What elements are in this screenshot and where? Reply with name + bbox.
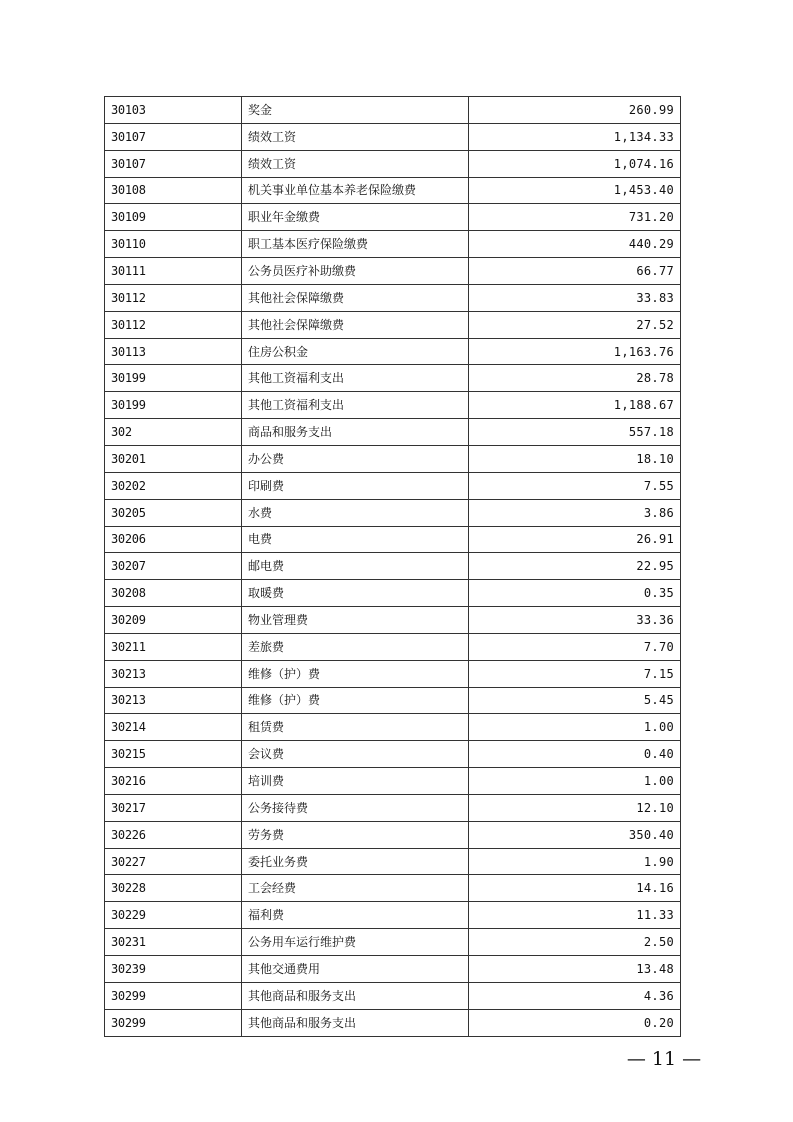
item-amount-cell: 14.16 — [469, 875, 681, 902]
table-row — [105, 123, 681, 150]
item-name-cell: 劳务费 — [242, 821, 469, 848]
item-name-cell: 福利费 — [242, 902, 469, 929]
item-code-cell: 30112 — [105, 311, 242, 338]
item-name-cell: 培训费 — [242, 768, 469, 795]
item-name-cell: 维修（护）费 — [242, 660, 469, 687]
table-row — [105, 580, 681, 607]
item-name-cell: 绩效工资 — [242, 123, 469, 150]
item-name-cell: 租赁费 — [242, 714, 469, 741]
item-amount-cell: 0.20 — [469, 1009, 681, 1036]
item-amount-cell: 7.55 — [469, 472, 681, 499]
item-code-cell: 30207 — [105, 553, 242, 580]
table-row — [105, 97, 681, 124]
item-amount-cell: 18.10 — [469, 445, 681, 472]
item-code-cell: 30206 — [105, 526, 242, 553]
item-amount-cell: 440.29 — [469, 231, 681, 258]
item-amount-cell: 28.78 — [469, 365, 681, 392]
table-row — [105, 1009, 681, 1036]
item-amount-cell: 22.95 — [469, 553, 681, 580]
item-amount-cell: 0.40 — [469, 741, 681, 768]
budget-table-body — [105, 97, 681, 1037]
item-code-cell: 30205 — [105, 499, 242, 526]
table-row — [105, 821, 681, 848]
item-code-cell: 30217 — [105, 794, 242, 821]
table-row — [105, 902, 681, 929]
table-row — [105, 284, 681, 311]
item-code-cell: 30209 — [105, 607, 242, 634]
item-name-cell: 电费 — [242, 526, 469, 553]
item-amount-cell: 260.99 — [469, 97, 681, 124]
page-number: — 11 — — [626, 1048, 702, 1070]
item-name-cell: 其他商品和服务支出 — [242, 1009, 469, 1036]
table-row — [105, 768, 681, 795]
item-name-cell: 商品和服务支出 — [242, 419, 469, 446]
item-code-cell: 30201 — [105, 445, 242, 472]
table-row — [105, 204, 681, 231]
item-amount-cell: 12.10 — [469, 794, 681, 821]
item-code-cell: 30213 — [105, 687, 242, 714]
item-code-cell: 30208 — [105, 580, 242, 607]
table-row — [105, 526, 681, 553]
item-code-cell: 30299 — [105, 1009, 242, 1036]
item-name-cell: 住房公积金 — [242, 338, 469, 365]
item-name-cell: 公务员医疗补助缴费 — [242, 258, 469, 285]
item-name-cell: 其他工资福利支出 — [242, 365, 469, 392]
item-code-cell: 30226 — [105, 821, 242, 848]
item-amount-cell: 1,134.33 — [469, 123, 681, 150]
item-amount-cell: 26.91 — [469, 526, 681, 553]
item-code-cell: 30113 — [105, 338, 242, 365]
item-amount-cell: 33.36 — [469, 607, 681, 634]
budget-table — [104, 96, 681, 1037]
table-row — [105, 472, 681, 499]
table-row — [105, 687, 681, 714]
item-name-cell: 公务接待费 — [242, 794, 469, 821]
budget-table-container — [104, 96, 681, 1037]
table-row — [105, 258, 681, 285]
item-name-cell: 工会经费 — [242, 875, 469, 902]
item-code-cell: 30229 — [105, 902, 242, 929]
item-code-cell: 30199 — [105, 365, 242, 392]
item-amount-cell: 27.52 — [469, 311, 681, 338]
item-amount-cell: 33.83 — [469, 284, 681, 311]
item-code-cell: 30227 — [105, 848, 242, 875]
table-row — [105, 365, 681, 392]
item-code-cell: 30111 — [105, 258, 242, 285]
item-amount-cell: 350.40 — [469, 821, 681, 848]
item-amount-cell: 1,163.76 — [469, 338, 681, 365]
table-row — [105, 419, 681, 446]
table-row — [105, 848, 681, 875]
table-row — [105, 633, 681, 660]
item-name-cell: 职业年金缴费 — [242, 204, 469, 231]
table-row — [105, 150, 681, 177]
item-name-cell: 物业管理费 — [242, 607, 469, 634]
item-name-cell: 差旅费 — [242, 633, 469, 660]
item-code-cell: 30107 — [105, 123, 242, 150]
item-code-cell: 30202 — [105, 472, 242, 499]
table-row — [105, 445, 681, 472]
item-name-cell: 机关事业单位基本养老保险缴费 — [242, 177, 469, 204]
table-row — [105, 311, 681, 338]
table-row — [105, 794, 681, 821]
item-code-cell: 30239 — [105, 956, 242, 983]
item-amount-cell: 13.48 — [469, 956, 681, 983]
item-amount-cell: 557.18 — [469, 419, 681, 446]
item-amount-cell: 0.35 — [469, 580, 681, 607]
item-code-cell: 30299 — [105, 982, 242, 1009]
item-name-cell: 印刷费 — [242, 472, 469, 499]
item-amount-cell: 2.50 — [469, 929, 681, 956]
table-row — [105, 875, 681, 902]
item-code-cell: 302 — [105, 419, 242, 446]
item-name-cell: 其他社会保障缴费 — [242, 284, 469, 311]
table-row — [105, 499, 681, 526]
item-code-cell: 30109 — [105, 204, 242, 231]
item-amount-cell: 1.00 — [469, 714, 681, 741]
item-amount-cell: 1,074.16 — [469, 150, 681, 177]
item-amount-cell: 1.90 — [469, 848, 681, 875]
item-code-cell: 30215 — [105, 741, 242, 768]
item-name-cell: 其他社会保障缴费 — [242, 311, 469, 338]
item-code-cell: 30112 — [105, 284, 242, 311]
table-row — [105, 982, 681, 1009]
item-code-cell: 30214 — [105, 714, 242, 741]
table-row — [105, 607, 681, 634]
table-row — [105, 714, 681, 741]
item-name-cell: 水费 — [242, 499, 469, 526]
item-code-cell: 30110 — [105, 231, 242, 258]
table-row — [105, 231, 681, 258]
item-code-cell: 30199 — [105, 392, 242, 419]
item-name-cell: 其他工资福利支出 — [242, 392, 469, 419]
table-row — [105, 392, 681, 419]
item-amount-cell: 11.33 — [469, 902, 681, 929]
item-name-cell: 办公费 — [242, 445, 469, 472]
item-amount-cell: 7.70 — [469, 633, 681, 660]
table-row — [105, 553, 681, 580]
item-amount-cell: 1,453.40 — [469, 177, 681, 204]
table-row — [105, 660, 681, 687]
item-amount-cell: 1.00 — [469, 768, 681, 795]
item-code-cell: 30103 — [105, 97, 242, 124]
table-row — [105, 741, 681, 768]
table-row — [105, 177, 681, 204]
table-row — [105, 929, 681, 956]
item-name-cell: 职工基本医疗保险缴费 — [242, 231, 469, 258]
item-code-cell: 30108 — [105, 177, 242, 204]
item-code-cell: 30213 — [105, 660, 242, 687]
item-amount-cell: 731.20 — [469, 204, 681, 231]
item-name-cell: 奖金 — [242, 97, 469, 124]
item-amount-cell: 7.15 — [469, 660, 681, 687]
item-amount-cell: 4.36 — [469, 982, 681, 1009]
table-row — [105, 956, 681, 983]
item-code-cell: 30211 — [105, 633, 242, 660]
item-name-cell: 会议费 — [242, 741, 469, 768]
item-code-cell: 30231 — [105, 929, 242, 956]
item-name-cell: 维修（护）费 — [242, 687, 469, 714]
item-code-cell: 30216 — [105, 768, 242, 795]
item-amount-cell: 3.86 — [469, 499, 681, 526]
item-amount-cell: 1,188.67 — [469, 392, 681, 419]
item-name-cell: 其他交通费用 — [242, 956, 469, 983]
item-code-cell: 30107 — [105, 150, 242, 177]
item-name-cell: 邮电费 — [242, 553, 469, 580]
item-name-cell: 公务用车运行维护费 — [242, 929, 469, 956]
item-name-cell: 其他商品和服务支出 — [242, 982, 469, 1009]
item-name-cell: 委托业务费 — [242, 848, 469, 875]
item-code-cell: 30228 — [105, 875, 242, 902]
item-name-cell: 取暖费 — [242, 580, 469, 607]
item-amount-cell: 5.45 — [469, 687, 681, 714]
item-name-cell: 绩效工资 — [242, 150, 469, 177]
item-amount-cell: 66.77 — [469, 258, 681, 285]
table-row — [105, 338, 681, 365]
